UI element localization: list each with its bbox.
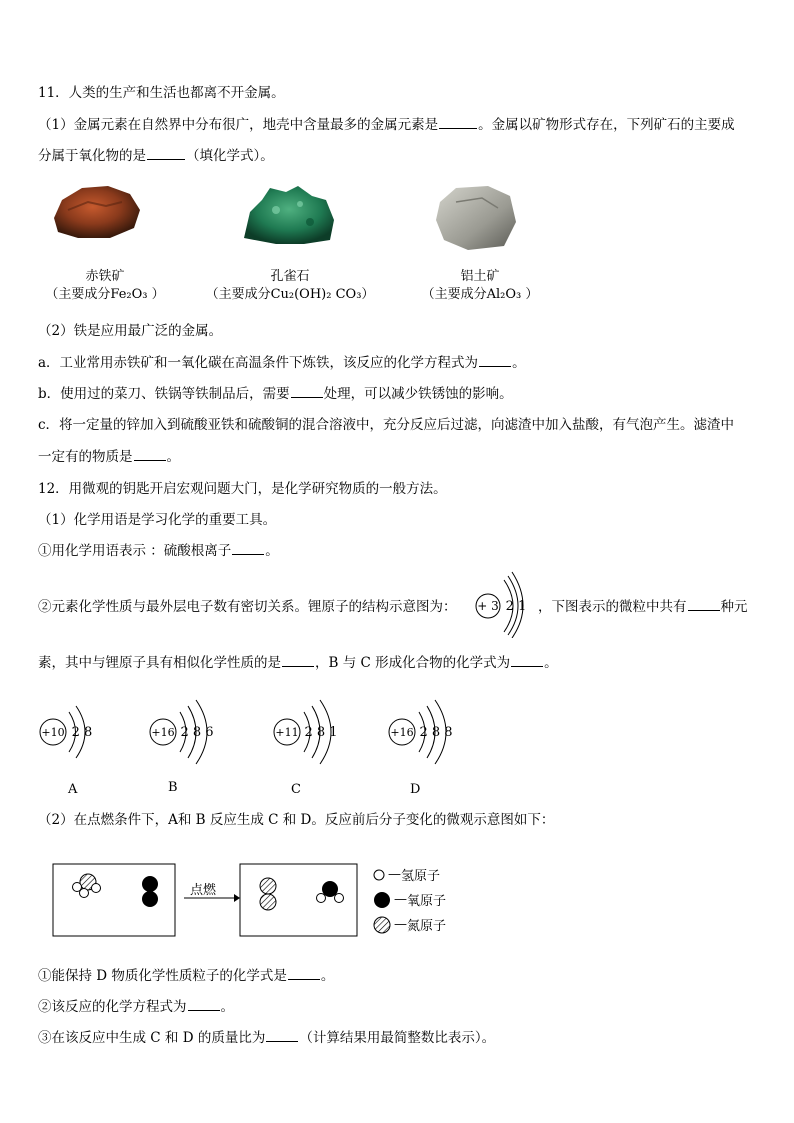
malachite-image: [240, 182, 340, 248]
answer-blank[interactable]: [134, 448, 166, 461]
mineral-hematite: 赤铁矿 （主要成分Fe₂O₃ ）: [45, 269, 165, 302]
answer-blank[interactable]: [479, 354, 511, 367]
answer-blank[interactable]: [439, 116, 477, 129]
oxygen-atom-icon: [372, 890, 392, 910]
lithium-nucleus: + 3: [477, 599, 499, 613]
nitrogen-atom-icon: [372, 915, 392, 935]
q12-sub2-line1-tail: ，下图表示的微粒中共有 种元: [538, 599, 748, 615]
q11-part2-c-line1: c．将一定量的锌加入到硫酸亚铁和硫酸铜的混合溶液中，充分反应后过滤，向滤渣中加入盐酸，有气泡产生。滤渣中: [38, 417, 735, 433]
answer-blank[interactable]: [288, 967, 320, 980]
q12-part1: （1）化学用语是学习化学的重要工具。: [38, 512, 277, 528]
atom-diagram-d: [385, 698, 475, 768]
reaction-condition-label: 点燃: [190, 883, 217, 898]
answer-blank[interactable]: [511, 654, 543, 667]
answer-blank[interactable]: [232, 542, 264, 555]
reaction-diagram: [50, 860, 370, 940]
q11-part2-b: b．使用过的菜刀、铁锅等铁制品后，需要 处理，可以减少铁锈蚀的影响。: [38, 386, 513, 402]
svg-text:+11: +11: [275, 726, 299, 739]
svg-text:2 8 6: 2 8 6: [180, 725, 214, 740]
q11-part2-c-line2: 一定有的物质是 。: [38, 449, 180, 465]
bauxite-image: [432, 182, 520, 252]
q12-part2: （2）在点燃条件下，A和 B 反应生成 C 和 D。反应前后分子变化的微观示意图如下：: [38, 812, 555, 828]
answer-blank[interactable]: [282, 654, 314, 667]
q11-title: 11．人类的生产和生活也都离不开金属。: [38, 85, 285, 101]
q12-part2-sub2: ②该反应的化学方程式为 。: [38, 999, 234, 1015]
mineral-figure: [0, 180, 794, 310]
answer-blank[interactable]: [188, 998, 220, 1011]
q12-part2-sub3: ③在该反应中生成 C 和 D 的质量比为 （计算结果用最简整数比表示）。: [38, 1030, 496, 1046]
svg-text:2 8 8: 2 8 8: [419, 725, 453, 740]
svg-text:+10: +10: [41, 726, 65, 739]
legend-hydrogen: — 氢原子: [372, 862, 446, 887]
atom-label-d: D: [410, 782, 421, 797]
mineral-bauxite: 铝土矿 （主要成分Al₂O₃ ）: [421, 269, 539, 302]
q11-part1-line1: （1）金属元素在自然界中分布很广，地壳中含量最多的金属元素是 。金属以矿物形式存在，下列矿石的主要成: [38, 117, 735, 133]
atom-legend: [372, 862, 446, 937]
svg-text:2 8: 2 8: [71, 725, 93, 740]
q11-part2: （2）铁是应用最广泛的金属。: [38, 323, 223, 339]
legend-oxygen: — 氧原子: [372, 887, 446, 912]
hydrogen-atom-icon: [372, 868, 386, 882]
q11-part2-a: a．工业常用赤铁矿和一氧化碳在高温条件下炼铁，该反应的化学方程式为 。: [38, 355, 526, 371]
atom-diagram-b: [146, 698, 236, 768]
q12-title: 12．用微观的钥匙开启宏观问题大门，是化学研究物质的一般方法。: [38, 481, 447, 497]
svg-text:+16: +16: [151, 726, 175, 739]
atom-label-c: C: [291, 782, 301, 797]
lithium-shells: 2 1: [505, 599, 527, 614]
svg-text:+16: +16: [390, 726, 414, 739]
answer-blank[interactable]: [266, 1029, 298, 1042]
answer-blank[interactable]: [688, 598, 720, 611]
atom-diagram-c: [270, 698, 360, 768]
atom-label-b: B: [168, 780, 178, 795]
answer-blank[interactable]: [147, 147, 185, 160]
q12-part2-sub1: ①能保持 D 物质化学性质粒子的化学式是 。: [38, 968, 335, 984]
atom-label-a: A: [68, 782, 78, 797]
mineral-malachite: 孔雀石 （主要成分Cu₂(OH)₂ CO₃）: [205, 269, 375, 302]
lithium-atom-diagram: [470, 568, 540, 638]
hematite-image: [48, 180, 144, 244]
answer-blank[interactable]: [291, 385, 323, 398]
q12-sub1: ①用化学用语表示 ：硫酸根离子 。: [38, 543, 279, 559]
q12-sub2-line2: 素，其中与锂原子具有相似化学性质的是 ，B 与 C 形成化合物的化学式为 。: [38, 655, 558, 671]
legend-nitrogen: — 氮原子: [372, 912, 446, 937]
svg-text:2 8 1: 2 8 1: [304, 725, 338, 740]
q11-part1-line2: 分属于氧化物的是 （填化学式）。: [38, 148, 274, 164]
atom-diagram-a: [36, 700, 116, 764]
q12-sub2-line1: ②元素化学性质与最外层电子数有密切关系。锂原子的结构示意图为：: [38, 599, 457, 615]
